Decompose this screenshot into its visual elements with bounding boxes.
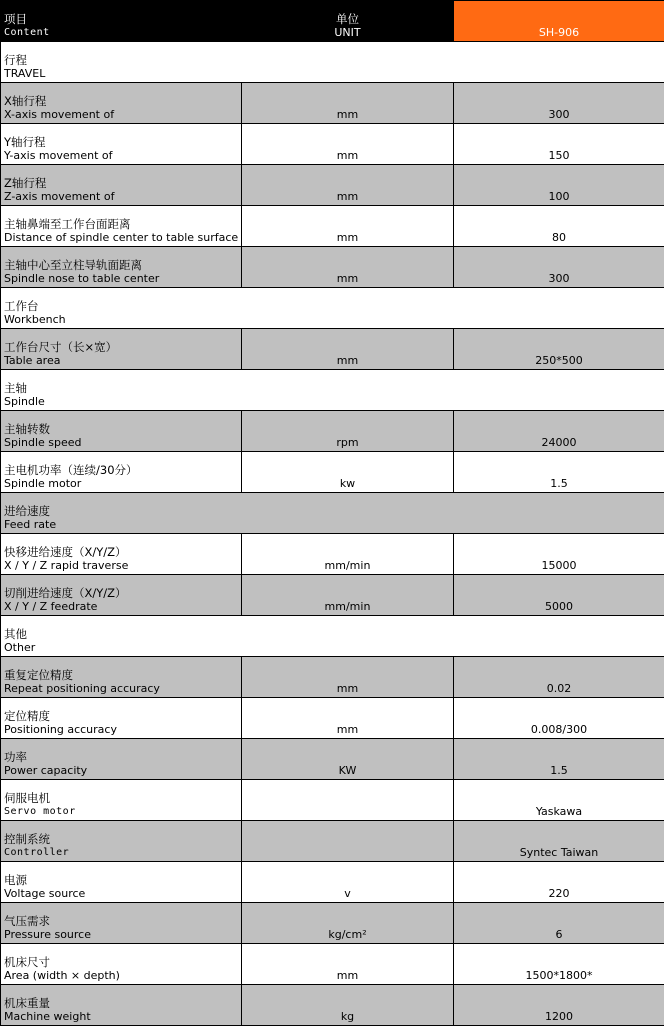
- item-name-en: Pressure source: [4, 928, 241, 942]
- item-name-cell: [1, 534, 242, 575]
- item-value: 1200: [454, 1010, 664, 1024]
- item-unit: mm: [242, 149, 453, 163]
- item-name-zh: 主电机功率（连续/30分）: [4, 463, 241, 477]
- item-name-cell: [1, 657, 242, 698]
- item-name-cell: [1, 862, 242, 903]
- item-name-cell: [1, 739, 242, 780]
- item-unit: mm: [242, 354, 453, 368]
- item-value: 150: [454, 149, 664, 163]
- item-value: 5000: [454, 600, 664, 614]
- item-name-zh: 控制系统: [4, 832, 241, 846]
- header-content-en: Content: [4, 26, 241, 40]
- item-value: 1.5: [454, 477, 664, 491]
- item-name-zh: 气压需求: [4, 914, 241, 928]
- table-row: [1, 698, 664, 739]
- section-title-en: Workbench: [4, 313, 664, 327]
- item-name-cell: [1, 411, 242, 452]
- item-value: 6: [454, 928, 664, 942]
- item-name-zh: 主轴鼻端至工作台面距离: [4, 217, 241, 231]
- item-value-cell: [454, 862, 664, 903]
- header-unit-cell: [242, 1, 454, 42]
- item-value: 80: [454, 231, 664, 245]
- item-unit: kg/cm²: [242, 928, 453, 942]
- item-value: 24000: [454, 436, 664, 450]
- table-row: [1, 83, 664, 124]
- section-title-zh: 工作台: [4, 299, 664, 313]
- item-name-cell: [1, 165, 242, 206]
- section-title-cell: [1, 616, 664, 657]
- table-row: [1, 452, 664, 493]
- header-model: SH-906: [454, 26, 664, 40]
- item-unit: KW: [242, 764, 453, 778]
- section-row: [1, 288, 664, 329]
- table-row: [1, 411, 664, 452]
- item-name-en: Spindle motor: [4, 477, 241, 491]
- item-unit: mm/min: [242, 559, 453, 573]
- item-name-en: Power capacity: [4, 764, 241, 778]
- item-unit: kw: [242, 477, 453, 491]
- section-title-en: TRAVEL: [4, 67, 664, 81]
- section-title-cell: [1, 370, 664, 411]
- item-name-zh: 切削进给速度（X/Y/Z）: [4, 586, 241, 600]
- item-name-en: Repeat positioning accuracy: [4, 682, 241, 696]
- section-title-zh: 主轴: [4, 381, 664, 395]
- table-row: [1, 575, 664, 616]
- item-name-zh: 工作台尺寸（长×宽）: [4, 340, 241, 354]
- header-unit-en: UNIT: [242, 26, 453, 40]
- item-name-cell: [1, 698, 242, 739]
- item-value-cell: [454, 780, 664, 821]
- item-value-cell: [454, 411, 664, 452]
- item-value: 0.02: [454, 682, 664, 696]
- item-unit-cell: [242, 821, 454, 862]
- item-name-cell: [1, 944, 242, 985]
- section-title-en: Other: [4, 641, 664, 655]
- table-row: [1, 329, 664, 370]
- item-value-cell: [454, 329, 664, 370]
- item-value: 0.008/300: [454, 723, 664, 737]
- item-name-zh: 机床尺寸: [4, 955, 241, 969]
- item-unit: mm: [242, 231, 453, 245]
- item-value-cell: [454, 944, 664, 985]
- item-value-cell: [454, 698, 664, 739]
- item-name-cell: [1, 452, 242, 493]
- section-row: [1, 42, 664, 83]
- item-unit-cell: [242, 124, 454, 165]
- item-name-en: Voltage source: [4, 887, 241, 901]
- section-title-zh: 进给速度: [4, 504, 664, 518]
- item-unit-cell: [242, 165, 454, 206]
- item-value-cell: [454, 985, 664, 1026]
- item-name-cell: [1, 821, 242, 862]
- item-name-zh: 主轴转数: [4, 422, 241, 436]
- item-name-zh: 机床重量: [4, 996, 241, 1010]
- item-unit: mm: [242, 190, 453, 204]
- item-value-cell: [454, 821, 664, 862]
- item-unit-cell: [242, 903, 454, 944]
- item-name-zh: 功率: [4, 750, 241, 764]
- table-row: [1, 903, 664, 944]
- item-name-en: Controller: [4, 846, 241, 860]
- item-name-zh: 伺服电机: [4, 791, 241, 805]
- item-unit-cell: [242, 247, 454, 288]
- item-value: 300: [454, 272, 664, 286]
- item-unit: mm: [242, 108, 453, 122]
- table-header-row: [1, 1, 664, 42]
- item-unit-cell: [242, 739, 454, 780]
- item-name-zh: Y轴行程: [4, 135, 241, 149]
- section-title-cell: [1, 493, 664, 534]
- table-row: [1, 124, 664, 165]
- item-unit-cell: [242, 206, 454, 247]
- item-unit-cell: [242, 780, 454, 821]
- item-value-cell: [454, 247, 664, 288]
- section-title-cell: [1, 42, 664, 83]
- item-name-zh: 快移进给速度（X/Y/Z）: [4, 545, 241, 559]
- item-unit-cell: [242, 575, 454, 616]
- item-unit: v: [242, 887, 453, 901]
- section-row: [1, 370, 664, 411]
- item-unit-cell: [242, 411, 454, 452]
- table-row: [1, 739, 664, 780]
- item-value: 250*500: [454, 354, 664, 368]
- header-model-cell: [454, 1, 664, 42]
- section-title-en: Feed rate: [4, 518, 664, 532]
- item-value: Syntec Taiwan: [454, 846, 664, 860]
- item-name-en: Spindle nose to table center: [4, 272, 241, 286]
- table-row: [1, 821, 664, 862]
- item-name-zh: Z轴行程: [4, 176, 241, 190]
- item-unit-cell: [242, 83, 454, 124]
- table-row: [1, 862, 664, 903]
- item-name-cell: [1, 780, 242, 821]
- item-unit-cell: [242, 698, 454, 739]
- item-unit-cell: [242, 329, 454, 370]
- section-title-zh: 其他: [4, 627, 664, 641]
- item-name-zh: 主轴中心至立柱导轨面距离: [4, 258, 241, 272]
- table-row: [1, 944, 664, 985]
- table-row: [1, 247, 664, 288]
- item-unit: mm: [242, 723, 453, 737]
- item-value: Yaskawa: [454, 805, 664, 819]
- item-value: 1.5: [454, 764, 664, 778]
- section-row: [1, 616, 664, 657]
- item-name-en: Positioning accuracy: [4, 723, 241, 737]
- item-name-zh: 重复定位精度: [4, 668, 241, 682]
- item-value-cell: [454, 124, 664, 165]
- item-name-zh: 定位精度: [4, 709, 241, 723]
- item-name-cell: [1, 985, 242, 1026]
- item-name-en: Spindle speed: [4, 436, 241, 450]
- table-row: [1, 534, 664, 575]
- item-value-cell: [454, 657, 664, 698]
- item-unit: rpm: [242, 436, 453, 450]
- item-name-cell: [1, 575, 242, 616]
- item-value-cell: [454, 206, 664, 247]
- table-row: [1, 985, 664, 1026]
- table-row: [1, 206, 664, 247]
- item-name-en: Machine weight: [4, 1010, 241, 1024]
- header-content-cell: [1, 1, 242, 42]
- item-value-cell: [454, 903, 664, 944]
- item-unit-cell: [242, 657, 454, 698]
- item-unit: mm: [242, 969, 453, 983]
- item-unit-cell: [242, 985, 454, 1026]
- item-unit-cell: [242, 944, 454, 985]
- item-name-cell: [1, 124, 242, 165]
- item-value-cell: [454, 165, 664, 206]
- item-name-cell: [1, 247, 242, 288]
- item-name-zh: 电源: [4, 873, 241, 887]
- item-name-cell: [1, 83, 242, 124]
- item-name-en: X-axis movement of: [4, 108, 241, 122]
- section-title-en: Spindle: [4, 395, 664, 409]
- header-unit-zh: 单位: [242, 12, 453, 26]
- item-name-en: Servo motor: [4, 805, 241, 819]
- section-row: [1, 493, 664, 534]
- section-title-cell: [1, 288, 664, 329]
- item-unit: mm/min: [242, 600, 453, 614]
- item-name-en: Y-axis movement of: [4, 149, 241, 163]
- item-name-en: Table area: [4, 354, 241, 368]
- header-content-zh: 项目: [4, 12, 241, 26]
- item-value-cell: [454, 83, 664, 124]
- item-name-en: X / Y / Z feedrate: [4, 600, 241, 614]
- item-unit: kg: [242, 1010, 453, 1024]
- item-value: 1500*1800*: [454, 969, 664, 983]
- item-value: 220: [454, 887, 664, 901]
- item-unit-cell: [242, 862, 454, 903]
- item-value-cell: [454, 534, 664, 575]
- item-value-cell: [454, 575, 664, 616]
- item-value: 100: [454, 190, 664, 204]
- item-value-cell: [454, 739, 664, 780]
- item-value-cell: [454, 452, 664, 493]
- item-unit: mm: [242, 272, 453, 286]
- item-unit-cell: [242, 534, 454, 575]
- item-name-en: Distance of spindle center to table surface: [4, 231, 241, 245]
- item-name-en: Area (width × depth): [4, 969, 241, 983]
- item-name-en: Z-axis movement of: [4, 190, 241, 204]
- item-name-cell: [1, 329, 242, 370]
- table-row: [1, 165, 664, 206]
- section-title-zh: 行程: [4, 53, 664, 67]
- item-name-zh: X轴行程: [4, 94, 241, 108]
- item-unit: mm: [242, 682, 453, 696]
- table-row: [1, 657, 664, 698]
- item-unit-cell: [242, 452, 454, 493]
- item-name-en: X / Y / Z rapid traverse: [4, 559, 241, 573]
- item-value: 300: [454, 108, 664, 122]
- item-value: 15000: [454, 559, 664, 573]
- item-name-cell: [1, 903, 242, 944]
- item-name-cell: [1, 206, 242, 247]
- table-row: [1, 780, 664, 821]
